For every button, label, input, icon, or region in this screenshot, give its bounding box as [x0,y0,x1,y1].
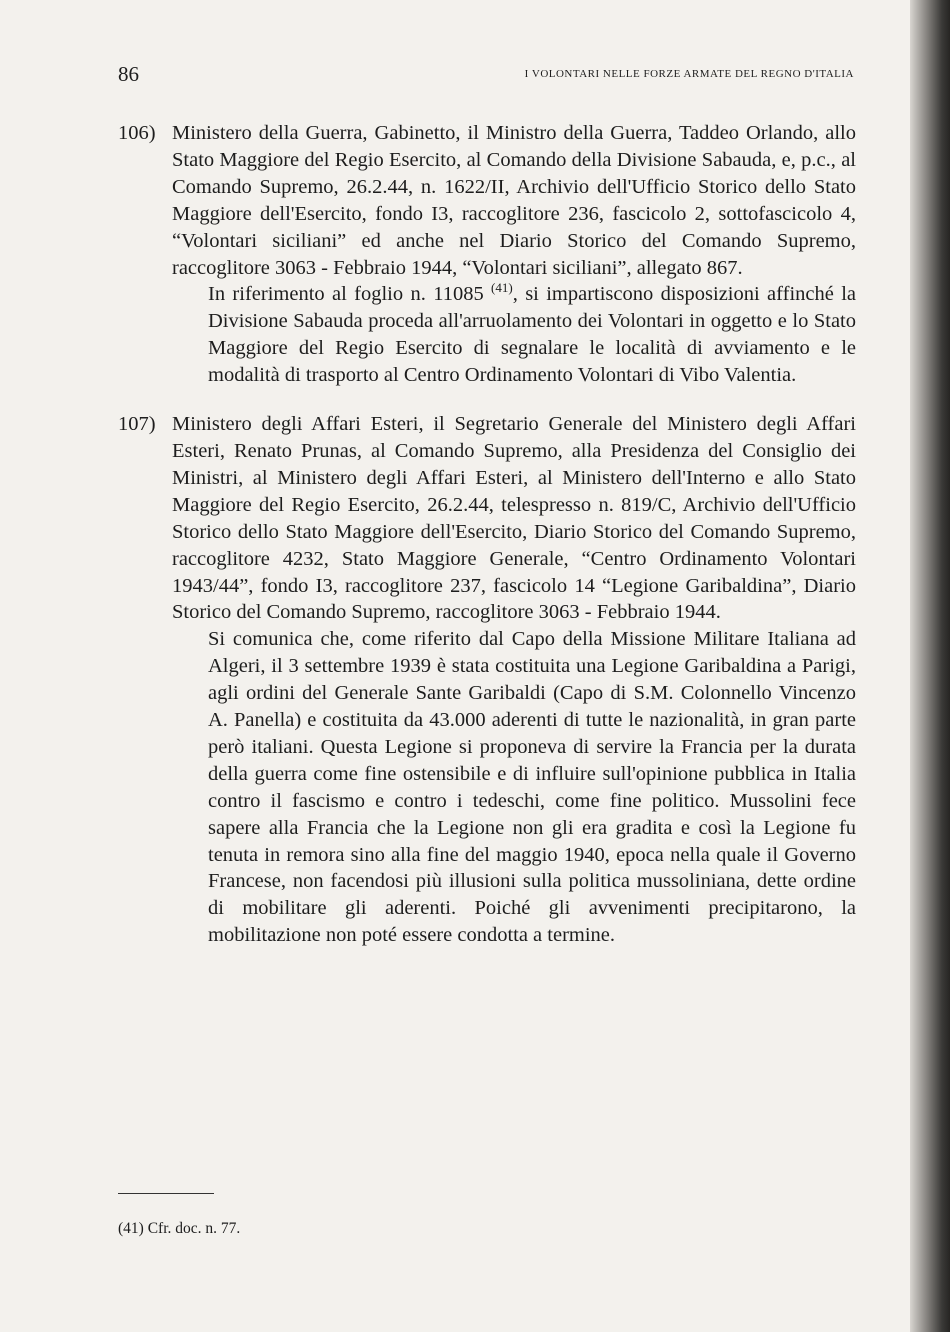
entry-citation: Ministero della Guerra, Gabinetto, il Ministro della Guerra, Taddeo Orlando, allo Stato Maggiore del Regio Esercito, al Comando della Divisione Sabauda, e, p.c., al Comando Supremo, 26.2.44, n. 1622/II, Archivio dell'Ufficio Storico dello Stato Maggiore dell'Esercito, fondo I3, raccoglitore 236, fascicolo 2, sottofascicolo 4, “Volontari siciliani” ed anche nel Diario Storico del Comando Supremo, raccoglitore 3063 - Febbraio 1944, “Volontari siciliani”, allegato 867. [172,122,856,279]
page-body [118,120,856,971]
page-number: 86 [118,62,139,86]
summary-text: In riferimento al foglio n. 11085 [208,283,492,306]
footnote-divider [118,1193,214,1194]
footnote: (41) Cfr. doc. n. 77. [118,1220,241,1237]
entry-summary: Si comunica che, come riferito dal Capo della Missione Militare Italiana ad Algeri, il 3 settembre 1939 è stata costituita una Legione Garibaldina a Parigi, agli ordini del Generale Sante Garibaldi (Capo di S.M. Colonnello Vincenzo A. Panella) e costituita da 43.000 aderenti di tutte le nazionalità, in gran parte però italiani. Questa Legione si proponeva di servire la Francia per la durata della guerra come fine ostensibile e di influire sull'opinione pubblica in Italia contro il fascismo e contro i tedeschi, come fine politico. Mussolini fece sapere alla Francia che la Legione non gli era gradita e così la Legione fu tenuta in remora sino alla fine del maggio 1940, epoca nella quale il Governo Francese, non facendosi più illusioni sulla politica mussoliniana, dette ordine di mobilitare gli aderenti. Poiché gli avvenimenti precipitarono, la mobilitazione non poté essere condotta a termine. [208,628,856,947]
footnote-reference: (41) [491,280,513,296]
summary-text: , si impartiscono disposizioni affinché la Divisione Sabauda proceda all'arruolamento dei Volontari in oggetto e lo Stato Maggiore del Regio Esercito di segnalare le località di avviamento e le modalità di trasporto al Centro Ordinamento Volontari di Vibo Valentia. [208,283,856,387]
entry-number: 107) [118,413,156,436]
page-header [118,58,854,90]
scan-edge-shadow [910,0,950,1332]
entry-summary [172,281,856,389]
entry-citation: Ministero degli Affari Esteri, il Segretario Generale del Ministero degli Affari Esteri, Renato Prunas, al Comando Supremo, alla Presidenza del Consiglio dei Ministri, al Ministero degli Affari Esteri, al Ministero dell'Interno e allo Stato Maggiore del Regio Esercito, 26.2.44, telespresso n. 819/C, Archivio dell'Ufficio Storico dello Stato Maggiore dell'Esercito, Diario Storico del Comando Supremo, raccoglitore 4232, Stato Maggiore Generale, “Centro Ordinamento Volontari 1943/44”, fondo I3, raccoglitore 237, fascicolo 14 “Legione Garibaldina”, Diario Storico del Comando Supremo, raccoglitore 3063 - Febbraio 1944. [172,413,856,624]
entry-number: 106) [118,122,156,144]
document-entry [118,411,856,949]
document-entry [118,120,856,389]
running-title: I VOLONTARI NELLE FORZE ARMATE DEL REGNO D'ITALIA [524,68,854,80]
